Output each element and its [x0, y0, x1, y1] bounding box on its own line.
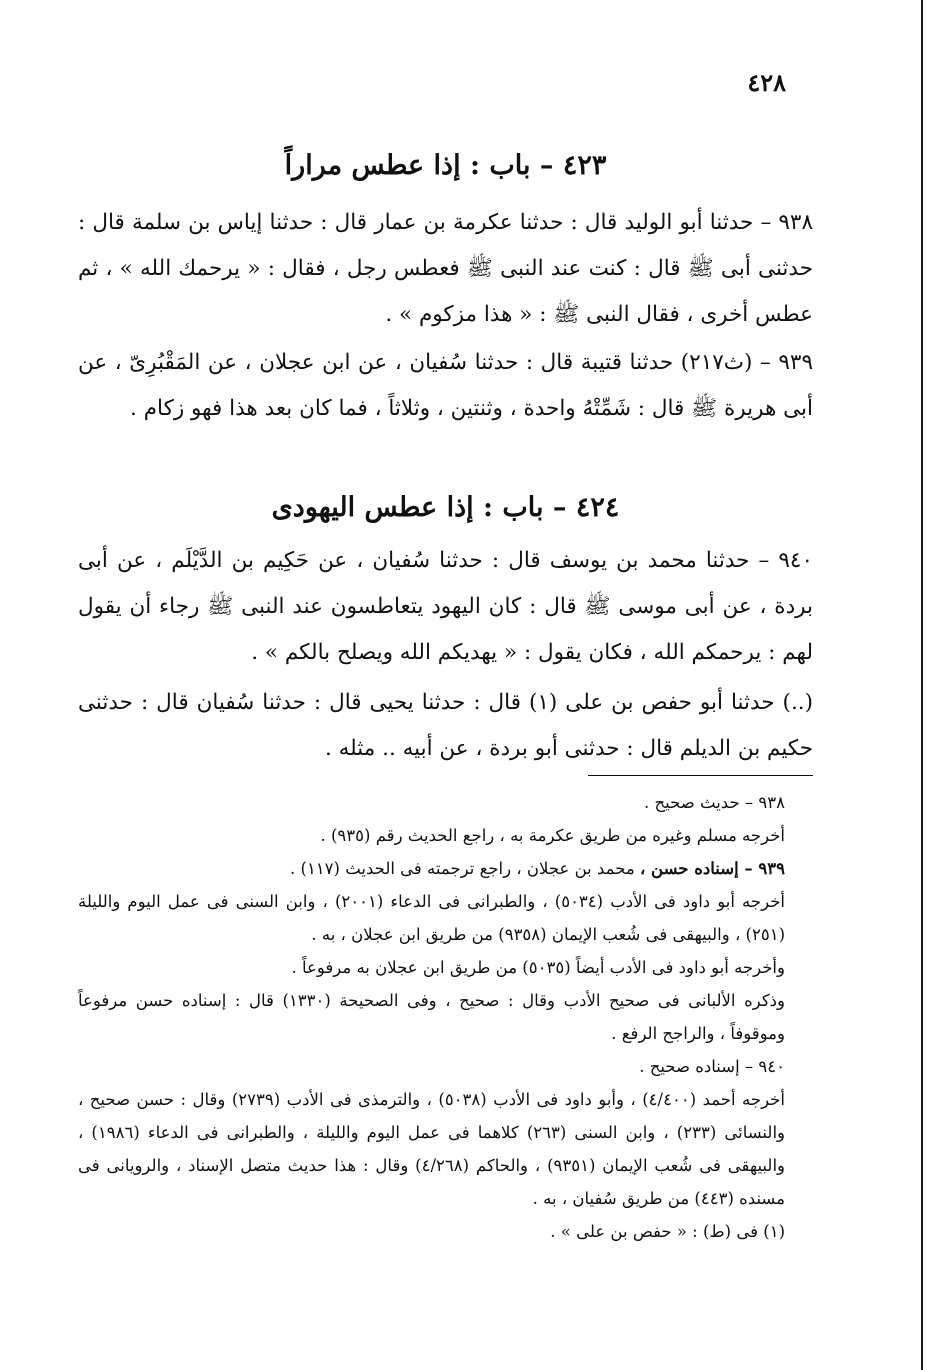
footnote-938-takhrij: أخرجه مسلم وغيره من طريق عكرمة به ، راجع الحديث رقم (٩٣٥) . — [320, 826, 785, 845]
footnote-940-grade: ٩٤٠ – إسناده صحيح . — [639, 1057, 785, 1076]
footnote-940-takhrij: أخرجه أحمد (٤/٤٠٠) ، وأبو داود فى الأدب (٥٠٣٨) ، والترمذى فى الأدب (٢٧٣٩) وقال : حسن صحيح ، والنسائى (٢٣٣) ، وابن السنى (٢٦٣) كلاهما فى عمل اليوم والليلة ، والطبرانى فى الدعاء (١٩٨٦) ، والبيهقى فى شُعب الإيمان (٩٣٥١) ، والحاكم (٤/٢٦٨) وقال : هذا حديث متصل الإسناد ، والرويانى فى مسنده (٤٤٣) من طريق سُفيان ، به . — [78, 1090, 785, 1208]
footnote-939-grade-rest: محمد بن عجلان ، راجع ترجمته فى الحديث (١١٧) . — [290, 859, 640, 878]
footnote-939-grade — [78, 852, 813, 885]
page-binding-edge — [921, 0, 923, 1370]
hadith-940: ٩٤٠ – حدثنا محمد بن يوسف قال : حدثنا سُفيان ، عن حَكِيم بن الدَّيْلَم ، عن أبى بردة ، عن أبى موسى ﷺ قال : كان اليهود يتعاطسون عند النبى ﷺ رجاء أن يقول لهم : يرحمكم الله ، فكان يقول : « يهديكم الله ويصلح بالكم » . — [78, 548, 813, 665]
chapter-heading-424: ٤٢٤ – باب : إذا عطس اليهودى — [271, 492, 620, 523]
hadith-940-variant: (..) حدثنا أبو حفص بن على (١) قال : حدثنا يحيى قال : حدثنا سُفيان قال : حدثنى حكيم بن الديلم قال : حدثنى أبو بردة ، عن أبيه .. مثله . — [78, 690, 813, 761]
footnote-939-grade-label: ٩٣٩ – إسناده حسن ، — [639, 859, 785, 878]
footnote-939-takhrij-2: وأخرجه أبو داود فى الأدب أيضاً (٥٠٣٥) من طريق ابن عجلان به مرفوعاً . — [291, 958, 785, 977]
page-number: ٤٢٨ — [747, 68, 786, 97]
footnote-939-takhrij-1: أخرجه أبو داود فى الأدب (٥٠٣٤) ، والطبرانى فى الدعاء (٢٠٠١) ، وابن السنى فى عمل اليوم والليلة (٢٥١) ، والبيهقى فى شُعب الإيمان (٩٣٥٨) من طريق ابن عجلان ، به . — [78, 892, 785, 944]
footnote-938-grade: ٩٣٨ – حديث صحيح . — [643, 793, 785, 812]
footnotes — [78, 786, 813, 1248]
footnote-939-albani: وذكره الألبانى فى صحيح الأدب وقال : صحيح ، وفى الصحيحة (١٣٣٠) قال : إسناده حسن مرفوعاً وموقوفاً ، والراجح الرفع . — [78, 991, 785, 1043]
hadith-938: ٩٣٨ – حدثنا أبو الوليد قال : حدثنا عكرمة بن عمار قال : حدثنا إياس بن سلمة قال : حدثنى أبى ﷺ قال : كنت عند النبى ﷺ فعطس رجل ، فقال : « يرحمك الله » ، ثم عطس أخرى ، فقال النبى ﷺ : « هذا مزكوم » . — [78, 210, 813, 327]
footnote-1: (١) فى (ط) : « حفص بن على » . — [550, 1222, 785, 1241]
footnote-separator — [588, 775, 813, 776]
chapter-heading-423: ٤٢٣ – باب : إذا عطس مراراً — [284, 150, 607, 181]
hadith-939: ٩٣٩ – (ث٢١٧) حدثنا قتيبة قال : حدثنا سُفيان ، عن ابن عجلان ، عن المَقْبُرِىّ ، عن أبى هريرة ﷺ قال : شَمِّتْهُ واحدة ، وثنتين ، وثلاثاً ، فما كان بعد هذا فهو زكام . — [78, 350, 814, 421]
